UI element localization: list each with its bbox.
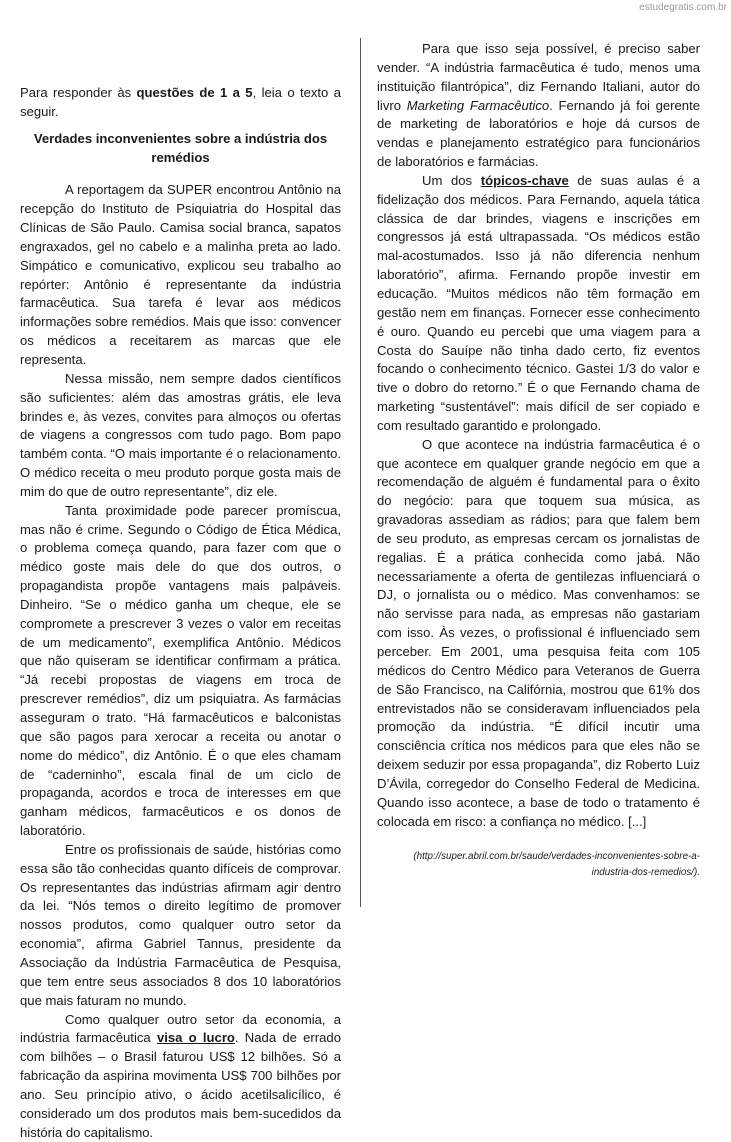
paragraph-3: Tanta proximidade pode parecer promíscua, mas não é crime. Segundo o Código de Ética Médica, o problema começa quando, para fazer com que o médico goste mais dele do que dos outros, o propagandista propõe vantagens mais palpáveis. Dinheiro. “Se o médico ganha um cheque, ele se compromete a prescrever 3 vezes o valor em receitas de um medicamento”, exemplifica Antônio. Médicos que não quiseram se identificar confirmam a prática. “Já recebi propostas de viagens em troca de prescrever remédios”, diz um psiquiatra. As farmácias asseguram o trato. “Há farmacêuticos e balconistas que são pagos para xerocar a receita ou anotar o nome do médico”, diz Antônio. É o que eles chamam de “caderninho”, escala final de um ciclo de propaganda, acordos e troca de interesses em que ganham médicos, farmacêuticos e os donos de laboratório. [20,502,341,841]
paragraph-8: O que acontece na indústria farmacêutica é o que acontece em qualquer grande negócio em que a recomendação de alguém é fundamental para o êxito do negócio: para que toquem sua música, as gravadoras assediam as rádios; para que falem bem de seu produto, as empresas cercam os jornalistas de regalias. É a prática conhecida como jabá. Não necessariamente a oferta de gentilezas influenciará o DJ, o jornalista ou o médico. Mas convenhamos: se não servisse para nada, as empresas não gastariam com isso. Às vezes, o profissional é influenciado sem perceber. Em 2001, uma pesquisa feita com 105 médicos do Centro Médico para Veteranos de Guerra de São Francisco, na Califórnia, mostrou que 61% dos entrevistados não se consideravam influenciados pela promoção da indústria. “É difícil incutir uma consciência crítica nos médicos para que eles não se deixem seduzir por essa propaganda”, diz Roberto Luiz D’Ávila, corregedor do Conselho Federal de Medicina. Quando isso acontece, a base de todo o tratamento é colocada em risco: a confiança no médico. [...] [377,436,700,832]
watermark: estudegratis.com.br [639,2,727,14]
paragraph-4: Entre os profissionais de saúde, histórias como essa são tão conhecidas quanto difíceis de comprovar. Os representantes das indústrias afirmam agir dentro da lei. “Nós temos o direito legítimo de promover nossos produtos, como qualquer outro setor da economia”, afirma Gabriel Tannus, presidente da Associação da Indústria Farmacêutica de Pesquisa, que tem entre seus associados 8 dos 10 laboratórios que mais faturam no mundo. [20,841,341,1011]
intro-bold: questões de 1 a 5 [137,85,253,100]
column-divider [360,38,361,907]
paragraph-7 [377,172,700,436]
left-column [20,84,341,1142]
intro-instruction [20,84,341,122]
paragraph-2: Nessa missão, nem sempre dados científicos são suficientes: além das amostras grátis, ele leva brindes e, às vezes, convites para almoços ou ofertas de viagens a congressos com tudo pago. Bom papo também conta. “O mais importante é o relacionamento. O médico receita o meu produto porque gosta mais de mim do que de outro representante”, diz ele. [20,370,341,502]
article-title: Verdades inconvenientes sobre a indústria dos remédios [20,130,341,168]
p6-pre: Para que isso seja possível, é preciso saber vender. “A indústria farmacêutica é tudo, menos uma instituição filantrópica”, diz Fernando Italiani, autor do livro [377,41,700,113]
source-citation: (http://super.abril.com.br/saude/verdades-inconvenientes-sobre-a-industria-dos-remedios/). [377,849,700,881]
p6-post: . Fernando já foi gerente de marketing de laboratórios e hoje dá cursos de vendas e planejamento estratégico para funcionários de laboratórios e farmácias. [377,98,700,170]
right-column [377,40,700,881]
topicos-chave-highlight: tópicos-chave [481,173,569,188]
p5-pre: Como qualquer outro setor da economia, a indústria farmacêutica [20,1012,341,1046]
book-title: Marketing Farmacêutico [407,98,549,113]
p5-mid: . Nada de errado com bilhões – o Brasil faturou US$ 12 bilhões. Só a fabricação da aspirina movimenta US$ 700 bilhões por ano. Seu princípio ativo, o ácido acetilsalicílico, é considerado um dos produtos mais bem-sucedidos da história do capitalismo. [20,1030,341,1139]
paragraph-1: A reportagem da SUPER encontrou Antônio na recepção do Instituto de Psiquiatria do Hospital das Clínicas de São Paulo. Camisa social branca, sapatos engraxados, gel no cabelo e a malinha preta ao lado. Simpático e comunicativo, explicou seu trabalho ao repórter: Antônio é representante da indústria farmacêutica. Sua tarefa é levar aos médicos informações sobre remédios. Mais que isso: convencer os médicos a receitarem as marcas que ele representa. [20,181,341,369]
p7-post: de suas aulas é a fidelização dos médicos. Para Fernando, aquela tática clássica de dar brindes, viagens e inscrições em congressos já está ultrapassada. “Os médicos estão mal-acostumados. Isso já não diferencia nenhum laboratório”, afirma. Fernando propõe investir em educação. “Muitos médicos não têm formação em gestão nem em finanças. Fornecer esse conhecimento é ouro. Quando eu percebi que uma viagem para a Costa do Sauípe não tinha dado certo, fiz eventos focando o conhecimento técnico. Gastei 1/3 do valor e tive o dobro do retorno.” É o que Fernando chama de marketing “sustentável”: mais difícil de ser copiado e com resultado garantido e prolongado. [377,173,700,433]
paragraph-6 [377,40,700,172]
paragraph-5 [20,1011,341,1142]
visa-o-lucro-highlight: visa o lucro [157,1030,235,1045]
p7-pre: Um dos [422,173,481,188]
intro-post: , leia o texto a seguir. [20,85,341,119]
intro-pre: Para responder às [20,85,137,100]
